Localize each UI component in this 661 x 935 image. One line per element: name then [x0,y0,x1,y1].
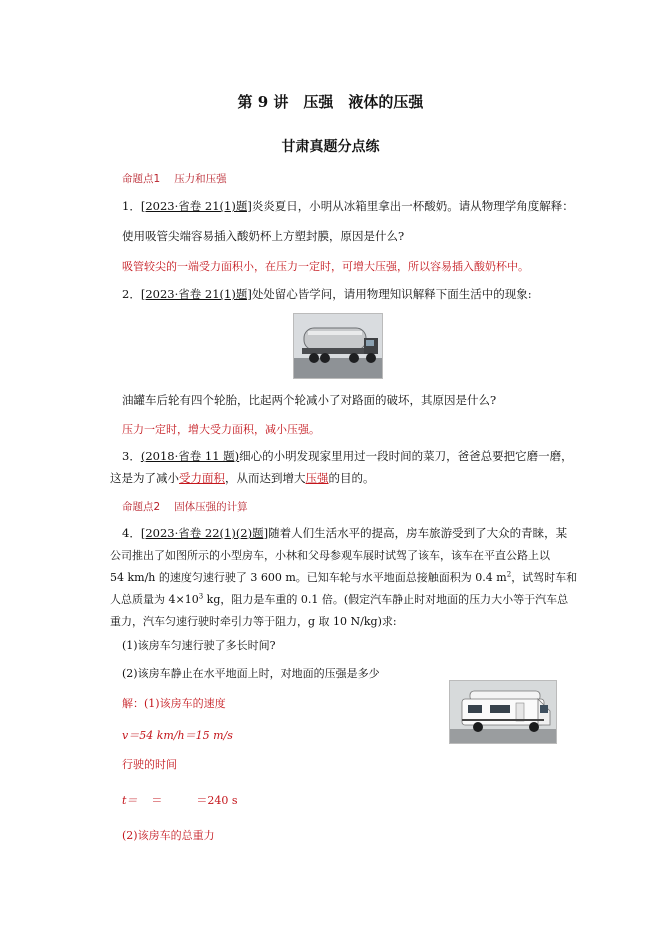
question-1-answer: 吸管较尖的一端受力面积小，在压力一定时，可增大压强，所以容易插入酸奶杯中。 [122,260,529,273]
page-title: 第 9 讲 压强 液体的压强 [237,93,424,111]
question-3-text-2b: ，从而达到增大 [225,471,306,485]
question-3-number: 3． [122,449,141,463]
question-2-line-2: 油罐车后轮有四个轮胎，比起两个轮减小了对路面的破坏，其原因是什么? [122,393,497,407]
question-3-line-2 [110,470,375,486]
question-4-text-3b: ，试驾时车和 [511,571,578,584]
question-4-sub-2: (2)该房车静止在水平地面上时，对地面的压强是多少 [122,667,380,680]
question-3-text-1: 细心的小明发现家里用过一段时间的菜刀，爸爸总要把它磨一磨， [239,449,573,463]
topic-1-heading [122,171,227,186]
camper-van-photo [449,680,557,744]
topic-2-name: 固体压强的计算 [174,501,248,513]
question-2-source: [2023·省卷 21(1)题] [140,287,252,301]
question-3-blank-1: 受力面积 [179,471,225,485]
solution-heading: 解：(1)该房车的速度 [122,697,226,710]
question-3-text-2c: 的目的。 [328,471,375,485]
question-2-number: 2． [122,287,141,301]
question-3-source: (2018·省卷 11 题) [140,449,240,463]
solution-time-part-c: ＝240 s [196,794,238,807]
question-4-text-4a: 人总质量为 4×10 [110,593,199,606]
solution-time-part-a: t＝ [122,794,138,807]
topic-2-label: 命题点2 [122,501,161,513]
question-4-number: 4． [122,526,141,540]
question-1-line-2: 使用吸管尖端容易插入酸奶杯上方塑封膜，原因是什么? [122,229,405,243]
solution-time-label: 行驶的时间 [122,758,177,771]
question-1-text-1: 炎炎夏日，小明从冰箱里拿出一杯酸奶。请从物理学角度解释： [251,199,574,213]
question-4-text-4b: kg，阻力是车重的 0.1 倍。(假定汽车静止时对地面的压力大小等于汽车总 [203,593,569,606]
question-2-answer: 压力一定时，增大受力面积，减小压强。 [122,423,320,436]
topic-2-heading [122,499,248,514]
section-subtitle: 甘肃真题分点练 [281,139,380,155]
tanker-truck-image [294,314,382,378]
question-2-line-1 [122,286,532,302]
topic-1-name: 压力和压强 [174,173,227,185]
question-4-text-3a: 54 km/h 的速度匀速行驶了 3 600 m。已知车轮与水平地面总接触面积为 0.4 m [110,571,507,584]
topic-1-label: 命题点1 [122,173,161,185]
question-1-number: 1． [122,199,141,213]
question-1-source: [2023·省卷 21(1)题] [140,199,252,213]
question-4-line-2: 公司推出了如图所示的小型房车，小林和父母参观车展时试驾了该车，该车在平直公路上以 [110,549,550,562]
question-2-text-1: 处处留心皆学问，请用物理知识解释下面生活中的现象: [251,287,532,301]
question-4-sup-1: 2 [506,570,512,579]
solution-part-2: (2)该房车的总重力 [122,829,215,842]
question-4-sub-1: (1)该房车匀速行驶了多长时间? [122,639,276,652]
question-3-blank-2: 压强 [305,471,329,485]
question-4-line-5: 重力，汽车匀速行驶时牵引力等于阻力，g 取 10 N/kg)求: [110,615,397,628]
question-4-sup-2: 3 [198,592,204,601]
solution-time-part-b: ＝ [151,794,163,807]
question-4-line-3 [110,569,577,585]
question-4-source: [2023·省卷 22(1)(2)题] [140,526,269,540]
tanker-truck-photo [293,313,383,379]
question-4-line-1 [122,525,567,541]
solution-velocity: v＝54 km/h＝15 m/s [122,729,233,742]
camper-van-image [450,681,556,743]
question-4-text-1: 随着人们生活水平的提高，房车旅游受到了大众的青睐，某 [268,526,568,540]
question-3-text-2a: 这是为了减小 [110,471,179,485]
solution-time-formula [122,792,238,808]
question-4-line-4 [110,591,568,607]
question-1-line-1 [122,198,574,214]
question-3-line-1 [122,448,573,464]
